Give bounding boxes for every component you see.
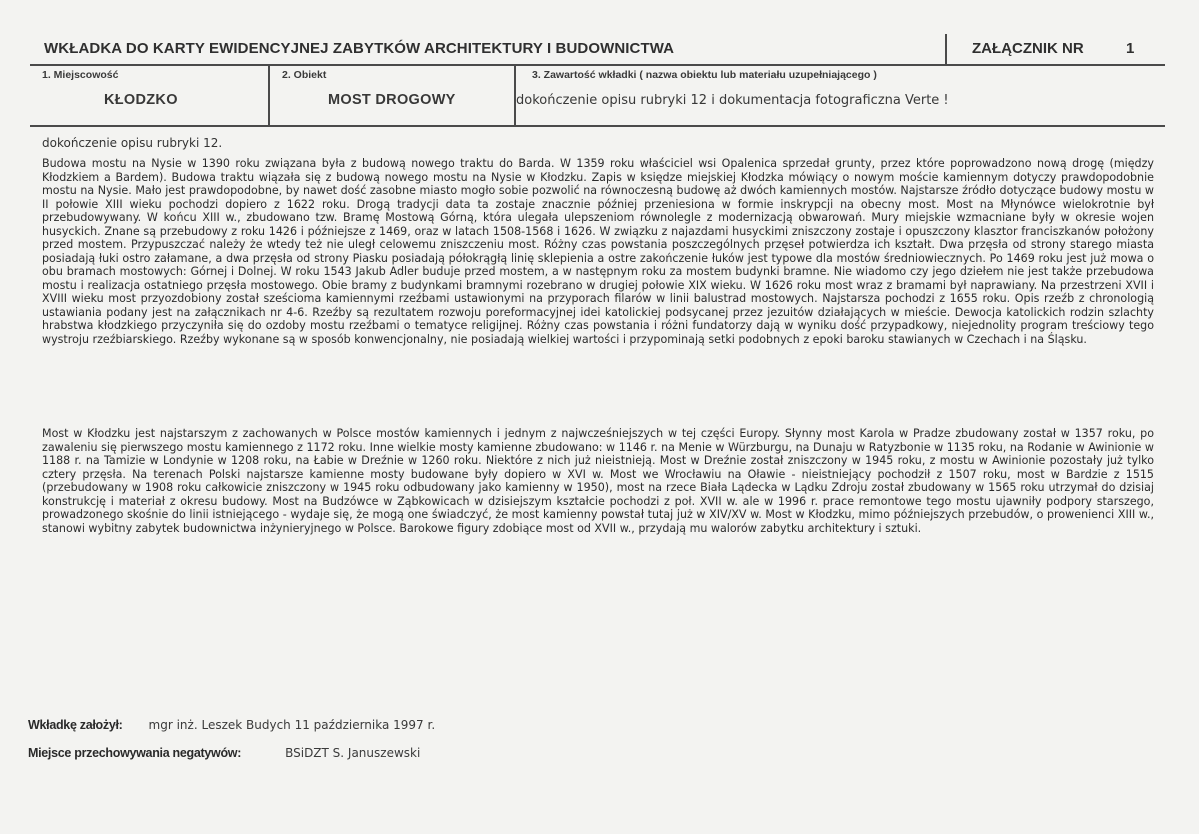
content-label: 3. Zawartość wkładki ( nazwa obiektu lub materiału uzupełniającego ) (532, 69, 877, 81)
storage-value: BSiDZT S. Januszewski (285, 746, 421, 760)
header-row (30, 32, 1165, 66)
author-label: Wkładkę założył: (28, 718, 123, 732)
object-field (270, 66, 516, 125)
locality-value: KŁODZKO (104, 92, 178, 108)
author-line (28, 718, 435, 732)
storage-label: Miejsce przechowywania negatywów: (28, 746, 242, 760)
fields-row (30, 66, 1165, 127)
annex-number: 1 (1126, 40, 1135, 57)
storage-line (28, 746, 420, 760)
content-value: dokończenie opisu rubryki 12 i dokumentacja fotograficzna Verte ! (516, 93, 949, 108)
locality-label: 1. Miejscowość (42, 69, 119, 81)
object-label: 2. Obiekt (282, 69, 327, 81)
annex-label: ZAŁĄCZNIK NR (972, 40, 1084, 57)
locality-field (30, 66, 270, 125)
content-field (516, 66, 1165, 125)
body-paragraph-1: Budowa mostu na Nysie w 1390 roku związana była z budową nowego traktu do Barda. W 1359 roku właściciel wsi Opalenica sprzedał grunty, przez które poprowadzono nową drogę (między Kłodzkiem a Bardem). Budowa traktu wiązała się z budową nowego mostu na Nysie w Kłodzku. Zapis w księdze miejskiej Kłodzka mówiący o nowym moście kamiennym dotyczy prawdopodobnie mostu na Nysie. Mało jest prawdopodobne, by nawet dość zasobne miasto mogło sobie pozwolić na równoczesną budowę aż dwóch kamiennych mostów. Najstarsze źródło dotyczące budowy mostu w II połowie XIII wieku pochodzi dopiero z 1622 roku. Drogą tradycji data ta zostaje znacznie później przeniesiona w formie inskrypcji na obecny most. Most na Młynówce wielokrotnie był przebudowywany. W końcu XIII w., zbudowano tzw. Bramę Mostową Górną, która ulegała ulepszeniom równolegle z modernizacją obwarowań. Mury miejskie wzmacniane były w okresie wojen husyckich. Znane są przebudowy z roku 1426 i późniejsze z 1469, oraz w latach 1508-1568 i 1626. W związku z najazdami husyckimi zniszczony zostaje i opuszczony klasztor franciszkanów położony przed mostem. Przypuszczać należy że wtedy też nie uległ celowemu zniszczeniu most. Różny czas powstania poszczególnych przęseł potwierdza ich kształt. Dwa przęsła od strony starego miasta posiadają łuki ostro załamane, a dwa przęsła od strony Piasku posiadają półokrągłą linię sklepienia a ostre zakończenie łuków jest typowe dla mostów średniowiecznych. Po 1469 roku jest już mowa o obu bramach mostowych: Górnej i Dolnej. W roku 1543 Jakub Adler buduje przed mostem, a w następnym roku za mostem budynki bramne. Nie wiadomo czy jego dziełem nie jest także przebudowa mostu i realizacja ostatniego przęsła mostowego. Obie bramy z budynkami bramnymi rozebrano w drugiej połowie XIX wieku. W 1626 roku most wraz z bramami był naprawiany. Na przestrzeni XVII i XVIII wieku most przyozdobiony został sześcioma kamiennymi rzeźbami ustawionymi na przyporach filarów w linii balustrad mostowych. Najstarsza pochodzi z 1655 roku. Opis rzeźb z chronologią ustawiania podany jest na załącznikach nr 4-6. Rzeźby są rezultatem rozwoju poreformacyjnej idei katolickiej podsycanej przez jezuitów działających w mieście. Dewocja katolickich rodzin szlachty hrabstwa kłodzkiego przyczyniła się do ozdoby mostu rzeźbami o tematyce religijnej. Różny czas powstania i różni fundatorzy dają w wyniku dość przypadkowy, niejednolity program treściowy tego wystroju rzeźbiarskiego. Rzeźby wykonane są w sposób konwencjonalny, nie posiadają wielkiej wartości i przypominają setki podobnych z epoki baroku stawianych w Czechach i na Śląsku. (42, 157, 1154, 346)
header-divider (945, 34, 947, 64)
section-heading: dokończenie opisu rubryki 12. (42, 136, 223, 150)
body-paragraph-2: Most w Kłodzku jest najstarszym z zachowanych w Polsce mostów kamiennych i jednym z najwcześniejszych w tej części Europy. Słynny most Karola w Pradze zbudowany został w 1357 roku, po zawaleniu się pierwszego mostu kamiennego z 1172 roku. Inne wielkie mosty kamienne zbudowano: w 1146 r. na Menie w Würzburgu, na Dunaju w Ratyzbonie w 1135 roku, na Rodanie w Awinionie w 1188 r. na Tamizie w Londynie w 1208 roku, na Łabie w Dreźnie w 1260 roku. Niektóre z nich już nieistnieją. Most w Dreźnie został zniszczony w 1945 roku, z mostu w Awinionie pozostały już tylko cztery przęsła. Na terenach Polski najstarsze kamienne mosty budowane były dopiero w XVI w. Most we Wrocławiu na Oławie - nieistniejący pochodził z 1507 roku, most w Bardzie z 1515 (przebudowany w 1908 roku całkowicie zniszczony w 1945 roku odbudowany jako kamienny w 1950), most na rzece Biała Lądecka w Lądku Zdroju został zbudowany w 1565 roku utrzymał do dzisiaj konstrukcję i materiał z okresu budowy. Most na Budzówce w Ząbkowicach w dzisiejszym kształcie pochodzi z poł. XVII w. ale w 1996 r. prace remontowe tego mostu ujawniły podpory starszego, prowadzonego skośnie do linii istniejącego - wydaje się, że mogą one świadczyć, że most kamienny powstał tutaj już w XIV/XV w. Most w Kłodzku, mimo późniejszych przebudów, o prowenienci XIII w., stanowi wybitny zabytek budownictwa inżynieryjnego w Polsce. Barokowe figury zdobiące most od XVII w., przydają mu walorów zabytku architektury i sztuki. (42, 427, 1154, 535)
object-value: MOST DROGOWY (328, 92, 456, 108)
author-value: mgr inż. Leszek Budych 11 października 1997 r. (148, 718, 436, 732)
document-title: WKŁADKA DO KARTY EWIDENCYJNEJ ZABYTKÓW ARCHITEKTURY I BUDOWNICTWA (44, 40, 675, 57)
